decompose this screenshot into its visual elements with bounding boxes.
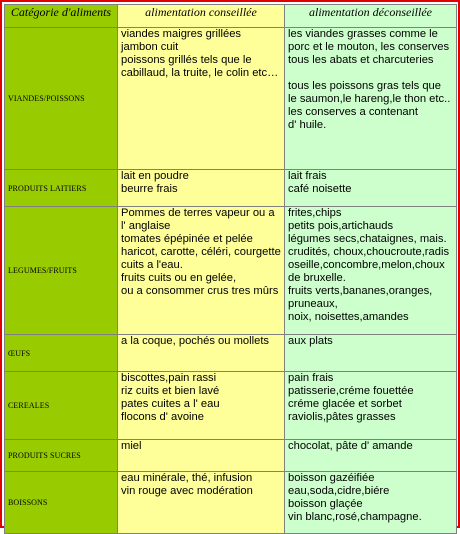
- table-row: [5, 28, 457, 170]
- recommended-text-line: beurre frais: [121, 183, 178, 195]
- discouraged-text-line: les conserves a contenant: [288, 106, 418, 118]
- table-row: [5, 207, 457, 335]
- discouraged-text-line: le saumon,le hareng,le thon etc..: [288, 93, 451, 105]
- table-row: [5, 440, 457, 472]
- recommended-cell: [118, 335, 285, 372]
- category-cell: VIANDES/POISSONS: [5, 28, 118, 170]
- discouraged-text-line: aux plats: [288, 335, 333, 347]
- recommended-text-line: miel: [121, 440, 142, 452]
- recommended-cell: [118, 440, 285, 472]
- header-recommended: alimentation conseillée: [118, 5, 285, 28]
- recommended-cell: [118, 28, 285, 170]
- category-cell: LEGUMES/FRUITS: [5, 207, 118, 335]
- discouraged-text-line: fruits verts,bananes,oranges,: [288, 285, 433, 297]
- recommended-cell: [118, 170, 285, 207]
- food-table: [4, 4, 457, 534]
- recommended-cell: [118, 207, 285, 335]
- table-row: [5, 372, 457, 440]
- discouraged-text-line: légumes secs,chataignes, mais.: [288, 233, 447, 245]
- discouraged-text-line: tous les poissons gras tels que: [288, 80, 441, 92]
- recommended-text-line: biscottes,pain rassi: [121, 372, 217, 384]
- table-row: [5, 472, 457, 534]
- discouraged-text-line: tous les abats et charcuteries: [288, 54, 434, 66]
- recommended-text-line: poissons grillés tels que le: [121, 54, 252, 66]
- recommended-cell: [118, 372, 285, 440]
- discouraged-text-line: frites,chips: [288, 207, 342, 219]
- category-cell: CEREALES: [5, 372, 118, 440]
- discouraged-text-line: oseille,concombre,melon,choux: [288, 259, 445, 271]
- header-row: [5, 5, 457, 28]
- recommended-text-line: a la coque, pochés ou mollets: [121, 335, 270, 347]
- discouraged-text-line: eau,soda,cidre,biére: [288, 485, 390, 497]
- discouraged-text-line: pruneaux,: [288, 298, 338, 310]
- recommended-cell: [118, 472, 285, 534]
- discouraged-text-line: d' huile.: [288, 119, 327, 131]
- recommended-text-line: eau minérale, thé, infusion: [121, 472, 253, 484]
- category-cell: ŒUFS: [5, 335, 118, 372]
- header-discouraged: alimentation déconseillée: [285, 5, 457, 28]
- recommended-text-line: lait en poudre: [121, 170, 189, 182]
- recommended-text-line: Pommes de terres vapeur ou a: [121, 207, 275, 219]
- discouraged-text-line: les viandes grasses comme le: [288, 28, 438, 40]
- discouraged-cell: [285, 28, 457, 170]
- recommended-text-line: vin rouge avec modération: [121, 485, 253, 497]
- discouraged-text-line: porc et le mouton, les conserves: [288, 41, 450, 53]
- recommended-text-line: cuits a l'eau.: [121, 259, 183, 271]
- discouraged-cell: [285, 335, 457, 372]
- discouraged-text-line: petits pois,artichauds: [288, 220, 394, 232]
- recommended-text-line: fruits cuits ou en gelée,: [121, 272, 237, 284]
- category-cell: BOISSONS: [5, 472, 118, 534]
- recommended-text-line: l' anglaise: [121, 220, 171, 232]
- discouraged-cell: [285, 372, 457, 440]
- discouraged-text-line: de bruxelle.: [288, 272, 346, 284]
- table-row: [5, 335, 457, 372]
- recommended-text-line: jambon cuit: [121, 41, 179, 53]
- recommended-text-line: cabillaud, la truite, le colin etc…: [121, 67, 279, 79]
- discouraged-text-line: boisson gazéifiée: [288, 472, 375, 484]
- discouraged-text-line: noix, noisettes,amandes: [288, 311, 409, 323]
- recommended-text-line: viandes maigres grillées: [121, 28, 242, 40]
- discouraged-text-line: boisson glaçée: [288, 498, 363, 510]
- discouraged-text-line: café noisette: [288, 183, 352, 195]
- discouraged-text-line: chocolat, pâte d' amande: [288, 440, 413, 452]
- discouraged-text-line: crudités, choux,choucroute,radis: [288, 246, 450, 258]
- discouraged-cell: [285, 440, 457, 472]
- discouraged-text-line: créme glacée et sorbet: [288, 398, 402, 410]
- discouraged-cell: [285, 170, 457, 207]
- recommended-text-line: ou a consommer crus tres mûrs: [121, 285, 279, 297]
- recommended-text-line: flocons d' avoine: [121, 411, 204, 423]
- blank-line: [288, 67, 453, 80]
- discouraged-text-line: raviolis,pâtes grasses: [288, 411, 396, 423]
- discouraged-text-line: vin blanc,rosé,champagne.: [288, 511, 422, 523]
- recommended-text-line: haricot, carotte, céléri, courgette: [121, 246, 281, 258]
- header-category: Catégorie d'aliments: [5, 5, 118, 28]
- discouraged-cell: [285, 472, 457, 534]
- discouraged-cell: [285, 207, 457, 335]
- discouraged-text-line: pain frais: [288, 372, 334, 384]
- recommended-text-line: tomates épépinée et pelée: [121, 233, 253, 245]
- recommended-text-line: riz cuits et bien lavé: [121, 385, 220, 397]
- category-cell: PRODUITS SUCRES: [5, 440, 118, 472]
- discouraged-text-line: patisserie,créme fouettée: [288, 385, 414, 397]
- category-cell: PRODUITS LAITIERS: [5, 170, 118, 207]
- discouraged-text-line: lait frais: [288, 170, 327, 182]
- table-row: [5, 170, 457, 207]
- recommended-text-line: pates cuites a l' eau: [121, 398, 220, 410]
